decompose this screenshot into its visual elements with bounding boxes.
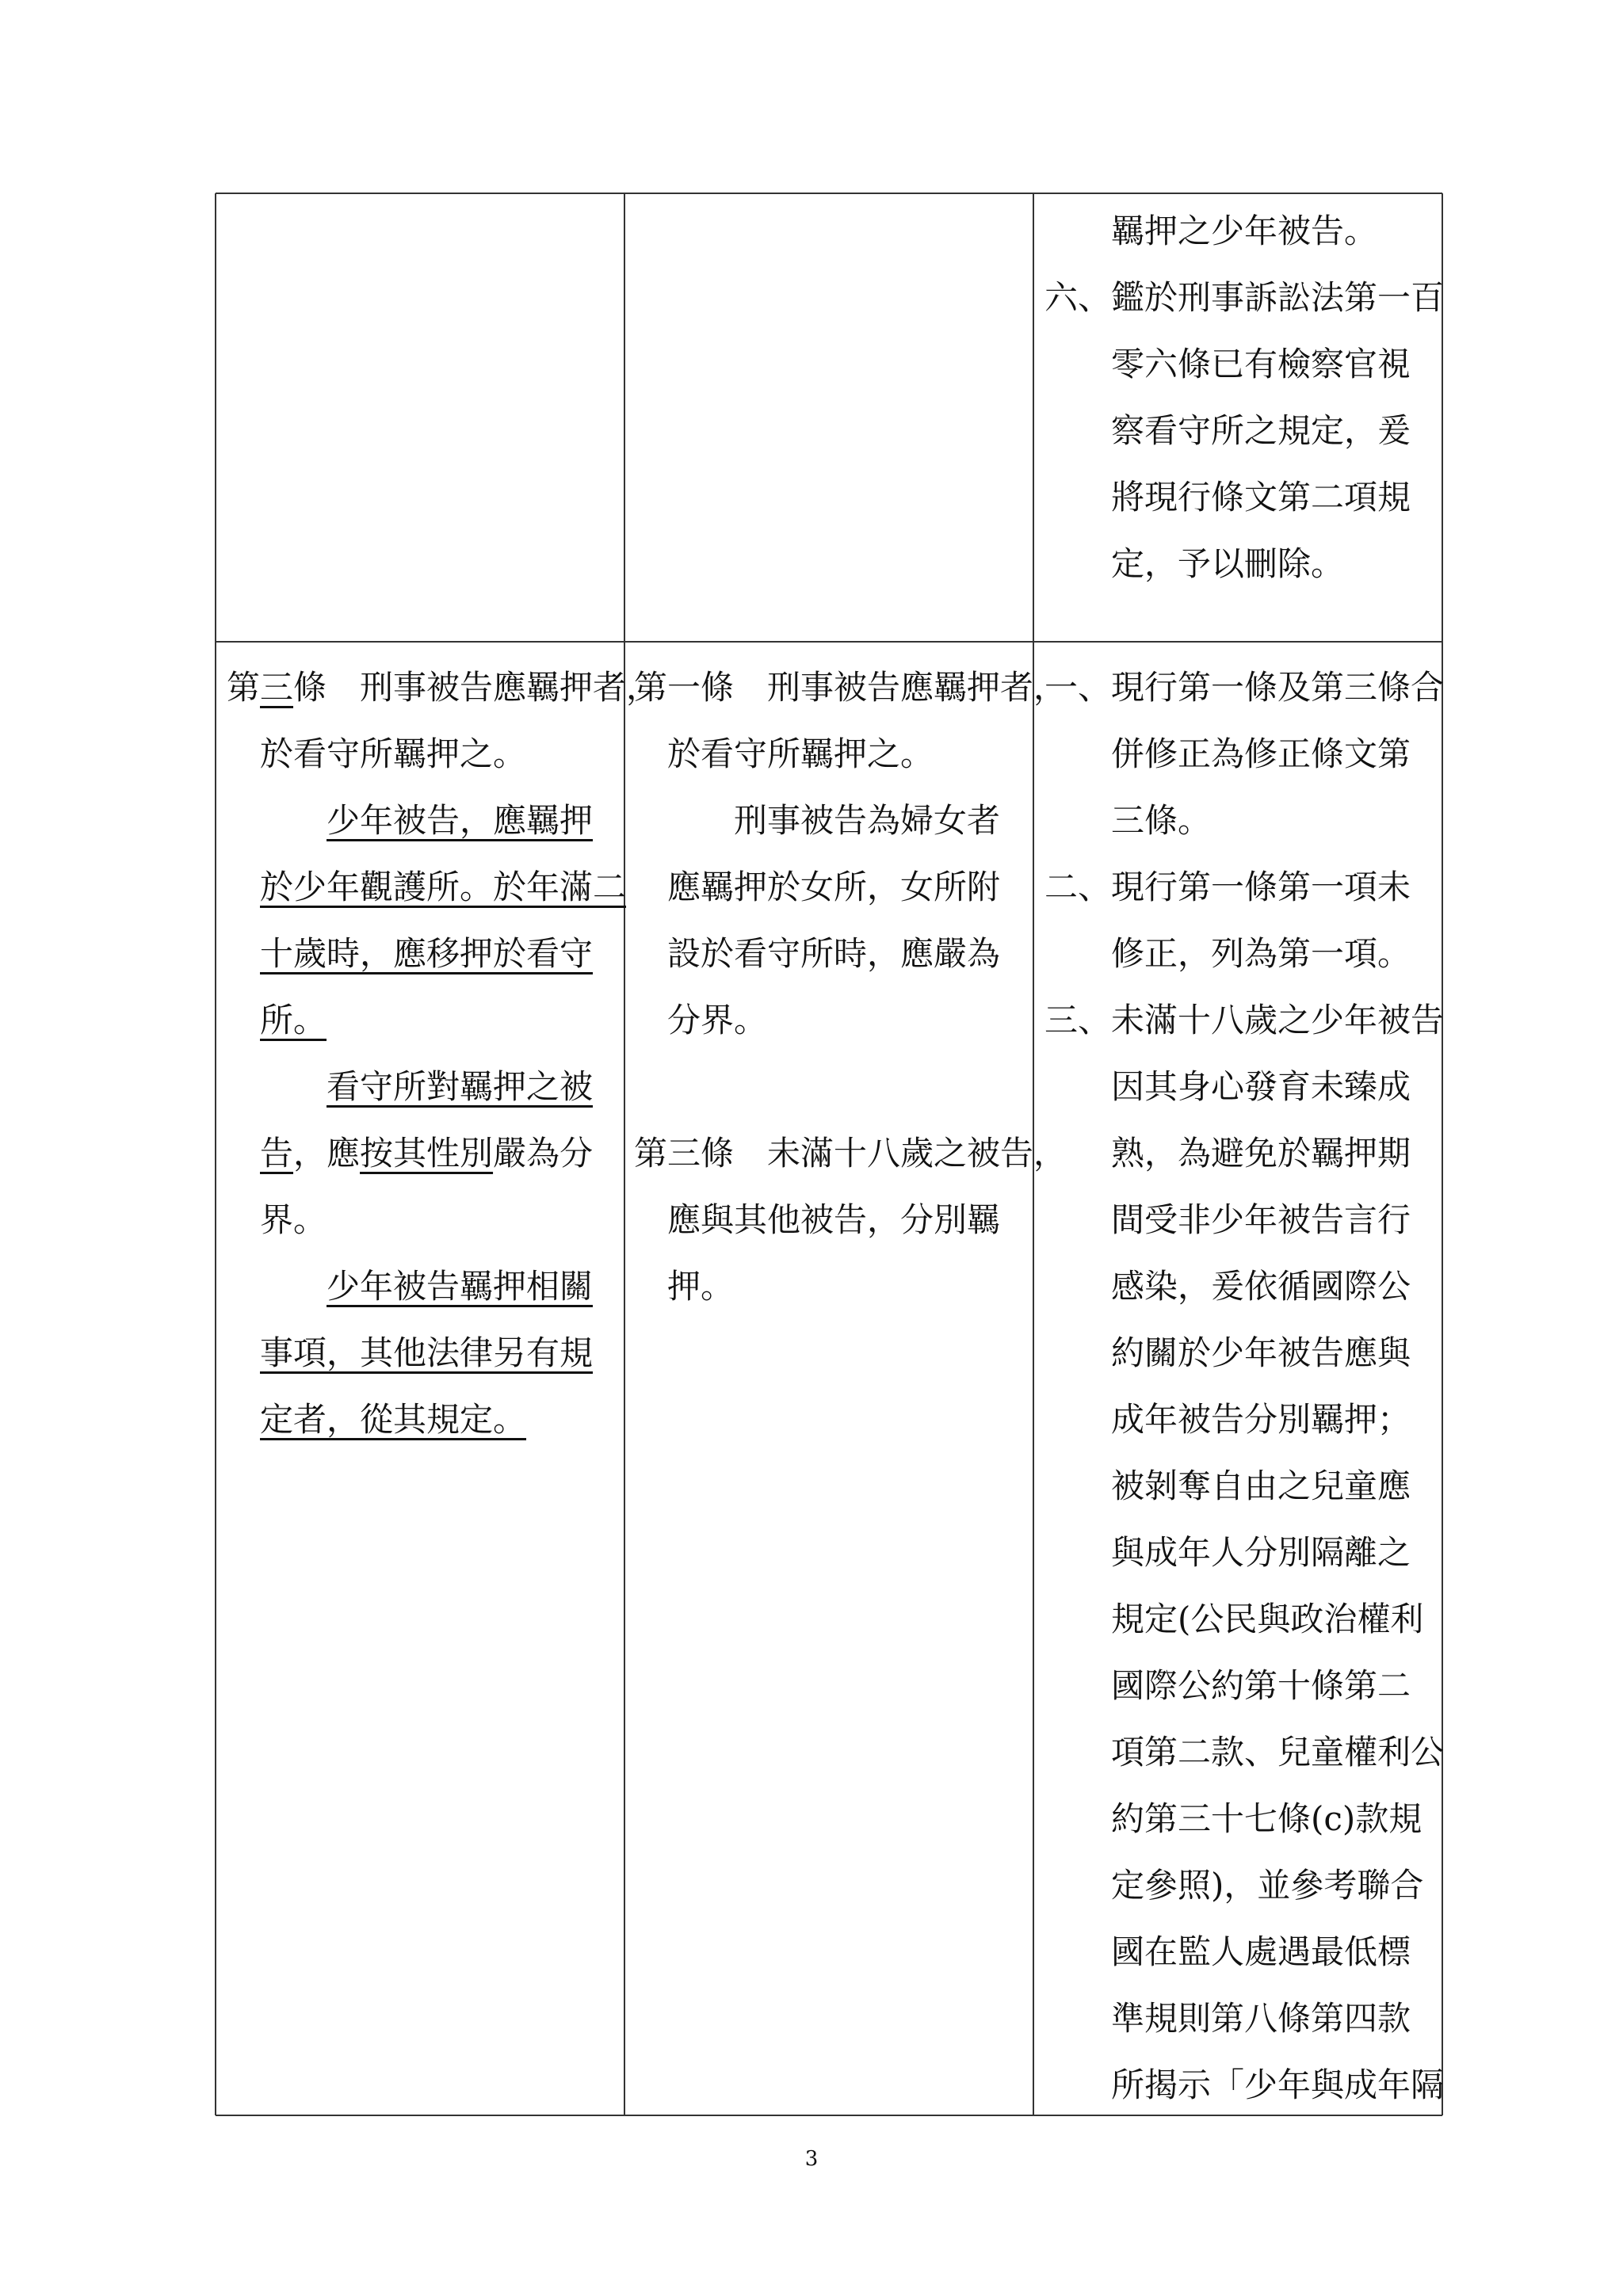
amended-text: 所。 [260, 1001, 327, 1039]
amended-text: 於少年觀護所。於年滿二 [260, 868, 627, 906]
amended-text: 告 [260, 1134, 294, 1173]
explanation-line: 察看守所之規定，爰 [1044, 411, 1411, 450]
current-article-line: 分界。 [634, 1001, 768, 1039]
explanation-line: 規定(公民與政治權利 [1044, 1600, 1424, 1638]
explanation-line: 與成年人分別隔離之 [1044, 1533, 1411, 1572]
amended-article-cell [227, 654, 660, 1453]
explanation-cell [1044, 654, 1445, 2119]
amended-article-line [227, 1320, 623, 1386]
amended-article-line [227, 921, 623, 987]
current-article-line: 應與其他被告，分別羈 [634, 1200, 1001, 1239]
current-article-cell [634, 654, 1067, 1320]
explanation-line: 因其身心發育未臻成 [1044, 1067, 1411, 1106]
indent [227, 868, 260, 906]
explanation-line: 被剝奪自由之兒童應 [1044, 1466, 1411, 1505]
explanation-line: 所揭示「少年與成年隔 [1044, 2065, 1445, 2104]
amended-article-line: 於看守所羈押之。 [227, 734, 527, 773]
current-article-line: 應羈押於女所，女所附 [634, 868, 1001, 906]
amended-article-line [227, 987, 623, 1054]
explanation-line: 約關於少年被告應與 [1044, 1333, 1411, 1372]
indent [227, 1001, 260, 1039]
explanation-line: 約第三十七條(c)款規 [1044, 1799, 1423, 1838]
explanation-line: 國在監人處遇最低標 [1044, 1932, 1411, 1971]
explanation-line: 項第二款、兒童權利公 [1044, 1733, 1445, 1772]
explanation-line: 三條。 [1044, 801, 1212, 840]
explanation-line: 成年被告分別羈押； [1044, 1400, 1411, 1439]
indent [227, 1333, 260, 1372]
explanation-line: 六、鑑於刑事訴訟法第一百 [1044, 278, 1445, 317]
amended-text: 少年被告，應羈押 [327, 801, 594, 840]
row1-explanation-cell [1044, 198, 1445, 597]
article-text: 條 刑事被告應羈押者， [293, 668, 660, 707]
explanation-line: 定，予以刪除。 [1044, 544, 1345, 583]
current-article-line: 押。 [634, 1267, 735, 1306]
current-article-line: 設於看守所時，應嚴為 [634, 934, 1001, 973]
amended-article-line [227, 1253, 623, 1320]
explanation-line: 準規則第八條第四款 [1044, 1999, 1411, 2038]
amended-text: 事項，其他法律另有規 [260, 1333, 594, 1372]
current-article-line: 於看守所羈押之。 [634, 734, 934, 773]
indent [227, 801, 327, 840]
current-article-line: 第一條 刑事被告應羈押者， [634, 668, 1067, 707]
current-article-line: 第三條 未滿十八歲之被告， [634, 1134, 1067, 1173]
explanation-line: 間受非少年被告言行 [1044, 1200, 1411, 1239]
amended-text: 少年被告羈押相關 [327, 1267, 594, 1306]
article-text: 嚴為分 [493, 1134, 594, 1173]
indent [227, 1267, 327, 1306]
current-article-line: 刑事被告為婦女者 [634, 801, 1001, 840]
explanation-line: 三、未滿十八歲之少年被告 [1044, 1001, 1445, 1039]
amended-text: 十歲時，應移押於看守 [260, 934, 594, 973]
indent [227, 934, 260, 973]
indent [227, 1134, 260, 1173]
explanation-line: 國際公約第十條第二 [1044, 1666, 1411, 1705]
explanation-line: 羈押之少年被告。 [1044, 212, 1378, 250]
explanation-line: 修正，列為第一項。 [1044, 934, 1411, 973]
indent [227, 1400, 260, 1439]
amended-article-line [227, 654, 660, 721]
amended-text: 看守所對羈押之被 [327, 1067, 594, 1106]
explanation-line: 感染，爰依循國際公 [1044, 1267, 1411, 1306]
amended-article-line [227, 1120, 623, 1187]
amended-article-line [227, 854, 627, 921]
amended-article-line: 界。 [227, 1200, 327, 1239]
amended-text: 定者，從其規定。 [260, 1400, 527, 1439]
amended-article-line [227, 788, 623, 854]
explanation-line: 將現行條文第二項規 [1044, 478, 1411, 517]
explanation-line: 二、現行第一條第一項未 [1044, 868, 1411, 906]
amended-article-line [227, 1054, 623, 1120]
current-article-line [634, 1054, 1030, 1120]
page-number: 3 [804, 2147, 819, 2171]
indent [227, 1067, 327, 1106]
explanation-line: 熟，為避免於羈押期 [1044, 1134, 1411, 1173]
amended-article-line [227, 1386, 623, 1453]
amended-text: 按其性別 [360, 1134, 494, 1173]
article-number: 三 [260, 668, 294, 707]
explanation-line: 一、現行第一條及第三條合 [1044, 668, 1445, 707]
explanation-line: 零六條已有檢察官視 [1044, 345, 1411, 383]
article-text: ，應 [293, 1134, 361, 1173]
explanation-line: 併修正為修正條文第 [1044, 734, 1411, 773]
article-prefix: 第 [227, 668, 261, 707]
explanation-line: 定參照)，並參考聯合 [1044, 1866, 1424, 1905]
